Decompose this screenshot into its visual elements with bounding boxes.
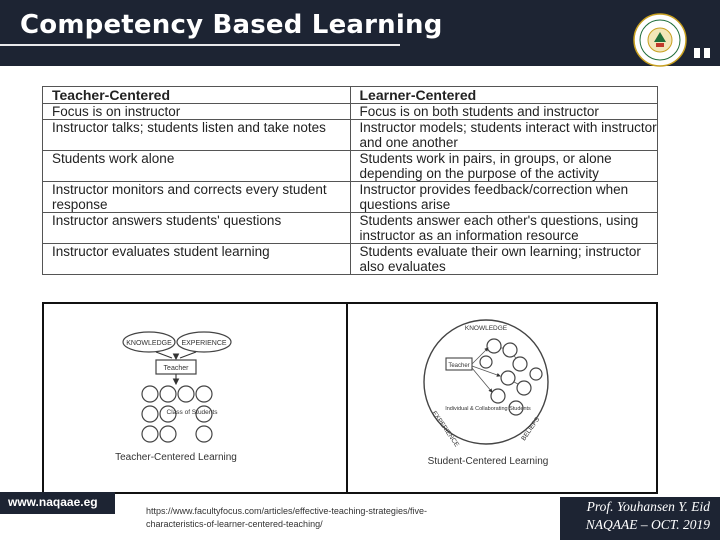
- comparison-table: [42, 86, 658, 275]
- table-row: [43, 244, 658, 275]
- experience-ring-label: EXPERIENCE: [430, 409, 461, 449]
- table-cell: Instructor talks; students listen and take notes: [43, 120, 351, 151]
- table-header-row: [43, 87, 658, 104]
- naqaae-logo-icon: [632, 12, 688, 68]
- student-circles: [480, 339, 542, 415]
- teacher-centered-diagram: [42, 302, 348, 494]
- footer-website-box: [0, 492, 115, 514]
- logo-accent-bar: [694, 48, 700, 58]
- table-row: [43, 104, 658, 120]
- footer-author: Prof. Youhansen Y. Eid: [586, 499, 710, 514]
- student-centered-caption: Student-Centered Learning: [427, 456, 549, 467]
- beliefs-ring-label: BELIEFS: [520, 416, 542, 443]
- class-of-students-label: Class of Students: [166, 409, 218, 416]
- logo-accent-bar: [704, 48, 710, 58]
- knowledge-ring-label: KNOWLEDGE: [464, 325, 508, 332]
- table-cell: Focus is on both students and instructor: [350, 104, 658, 120]
- teacher-label: Teacher: [163, 365, 189, 372]
- header-teacher-centered: Teacher-Centered: [43, 87, 351, 104]
- table-cell: Instructor models; students interact with instructor and one another: [350, 120, 658, 151]
- header-learner-centered: Learner-Centered: [350, 87, 658, 104]
- table-cell: Students work in pairs, in groups, or alone depending on the purpose of the activity: [350, 151, 658, 182]
- table-cell: Instructor evaluates student learning: [43, 244, 351, 275]
- footer-reference-link[interactable]: https://www.facultyfocus.com/articles/effective-teaching-strategies/five-characteristics-of-learner-centered-teaching/: [146, 506, 427, 529]
- footer-website[interactable]: www.naqaae.eg: [8, 495, 98, 509]
- table-cell: Instructor answers students' questions: [43, 213, 351, 244]
- table-cell: Students answer each other's questions, using instructor as an information resource: [350, 213, 658, 244]
- table-row: [43, 213, 658, 244]
- knowledge-label: KNOWLEDGE: [126, 340, 172, 347]
- table-cell: Students evaluate their own learning; instructor also evaluates: [350, 244, 658, 275]
- table-cell: Students work alone: [43, 151, 351, 182]
- table-row: [43, 151, 658, 182]
- table-cell: Instructor monitors and corrects every student response: [43, 182, 351, 213]
- slide-title: Competency Based Learning: [20, 10, 443, 40]
- footer-author-box: [560, 497, 720, 540]
- teacher-label: Teacher: [448, 363, 470, 369]
- table-row: [43, 120, 658, 151]
- table-row: [43, 182, 658, 213]
- students-label: Individual & Collaborating Students: [445, 406, 531, 412]
- student-centered-diagram: [346, 302, 658, 494]
- table-cell: Instructor provides feedback/correction when questions arise: [350, 182, 658, 213]
- teacher-centered-caption: Teacher-Centered Learning: [115, 452, 237, 463]
- experience-label: EXPERIENCE: [181, 340, 227, 347]
- table-cell: Focus is on instructor: [43, 104, 351, 120]
- footer-org-date: NAQAAE – OCT. 2019: [585, 517, 710, 532]
- title-underline: [0, 44, 400, 46]
